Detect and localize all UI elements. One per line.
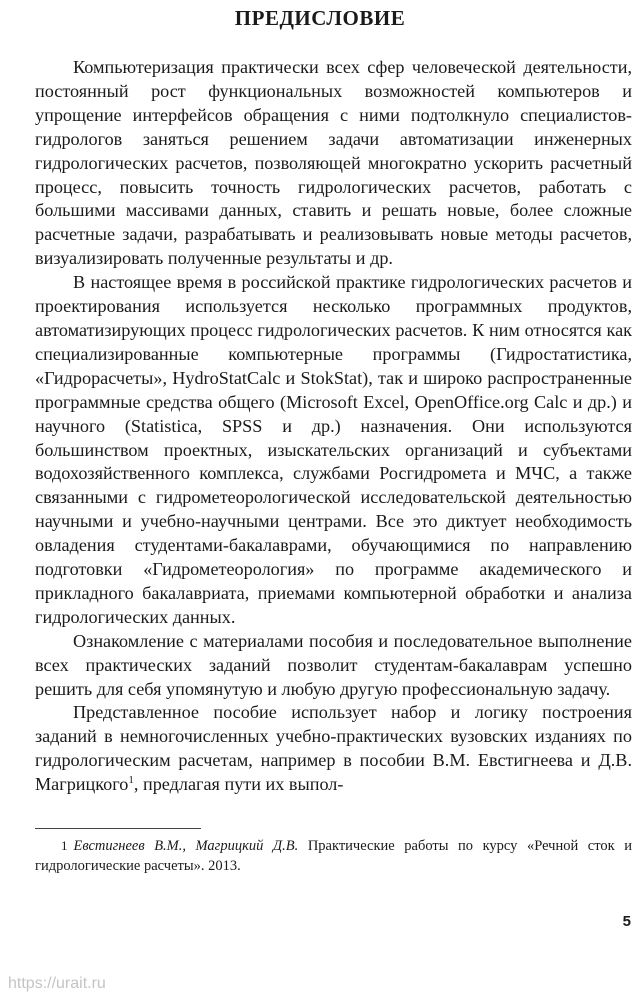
page-number: 5	[622, 913, 631, 930]
paragraph-3: Ознакомление с материалами пособия и последовательное выполнение всех практических заданий позволит студентам-бакалаврам успешно решить для себя упомянутую и любую другую профессиональную задачу.	[35, 630, 632, 699]
paragraph-1: Компьютеризация практически всех сфер человеческой деятельности, постоянный рост функциональных возможностей компьютеров и упрощение интерфейсов обращения с ними подтолкнуло специалистов-гидрологов заняться решением задачи автоматизации инженерных гидрологических расчетов, позволяющей многократно ускорить расчетный процесс, повысить точность гидрологических расчетов, работать с большими массивами данных, ставить и решать новые, более сложные расчетные задачи, разрабатывать и реализовывать новые методы расчетов, визуализировать полученные результаты и др.	[35, 57, 632, 269]
footnote-text: Практические работы по курсу «Речной сток и гидрологические расчеты». 2013.	[35, 838, 632, 874]
paragraph-2: В настоящее время в российской практике гидрологических расчетов и проектирования используется несколько программных продуктов, автоматизирующих процесс гидрологических расчетов. К ним относятся как специализированные компьютерные программы (Гидростатистика, «Гидрорасчеты», HydroStatCalc и StokStat), так и широко распространенные программные средства общего (Microsoft Excel, OpenOffice.org Calc и др.) и научного (Statistica, SPSS и др.) назначения. Они используются большинством проектных, изыскательских организаций и субъектами водохозяйственного комплекса, службами Росгидромета и МЧС, а также связанными с гидрометеорологической исследовательской деятельностью научными и учебно-научными центрами. Все это диктует необходимость овладения студентами-бакалаврами, обучающимися по направлению подготовки «Гидрометеорология» по программе академического и прикладного бакалавриата, приемами компьютерной обработки и анализа гидрологических данных.	[35, 272, 632, 627]
footnote-divider	[35, 828, 201, 829]
page-title: ПРЕДИСЛОВИЕ	[234, 6, 406, 30]
paragraph-4-continuation: , предлагая пути их выпол-	[133, 774, 344, 795]
footnote-reference-mark: 1	[128, 774, 134, 787]
footnote-authors: Евстигнеев В.М., Магрицкий Д.В.	[73, 838, 299, 854]
footnote-mark: 1	[61, 838, 68, 853]
paragraph-4	[35, 701, 632, 797]
paragraph-4-text: Представленное пособие использует набор и логику построения заданий в немногочисленных учебно-практических вузовских изданиях по гидрологическим расчетам, например в пособии В.М. Евстигнеева и Д.В. Магрицкого	[35, 702, 632, 795]
footnote	[35, 836, 632, 876]
body-text	[35, 56, 632, 797]
source-watermark-url: https://urait.ru	[8, 975, 106, 992]
